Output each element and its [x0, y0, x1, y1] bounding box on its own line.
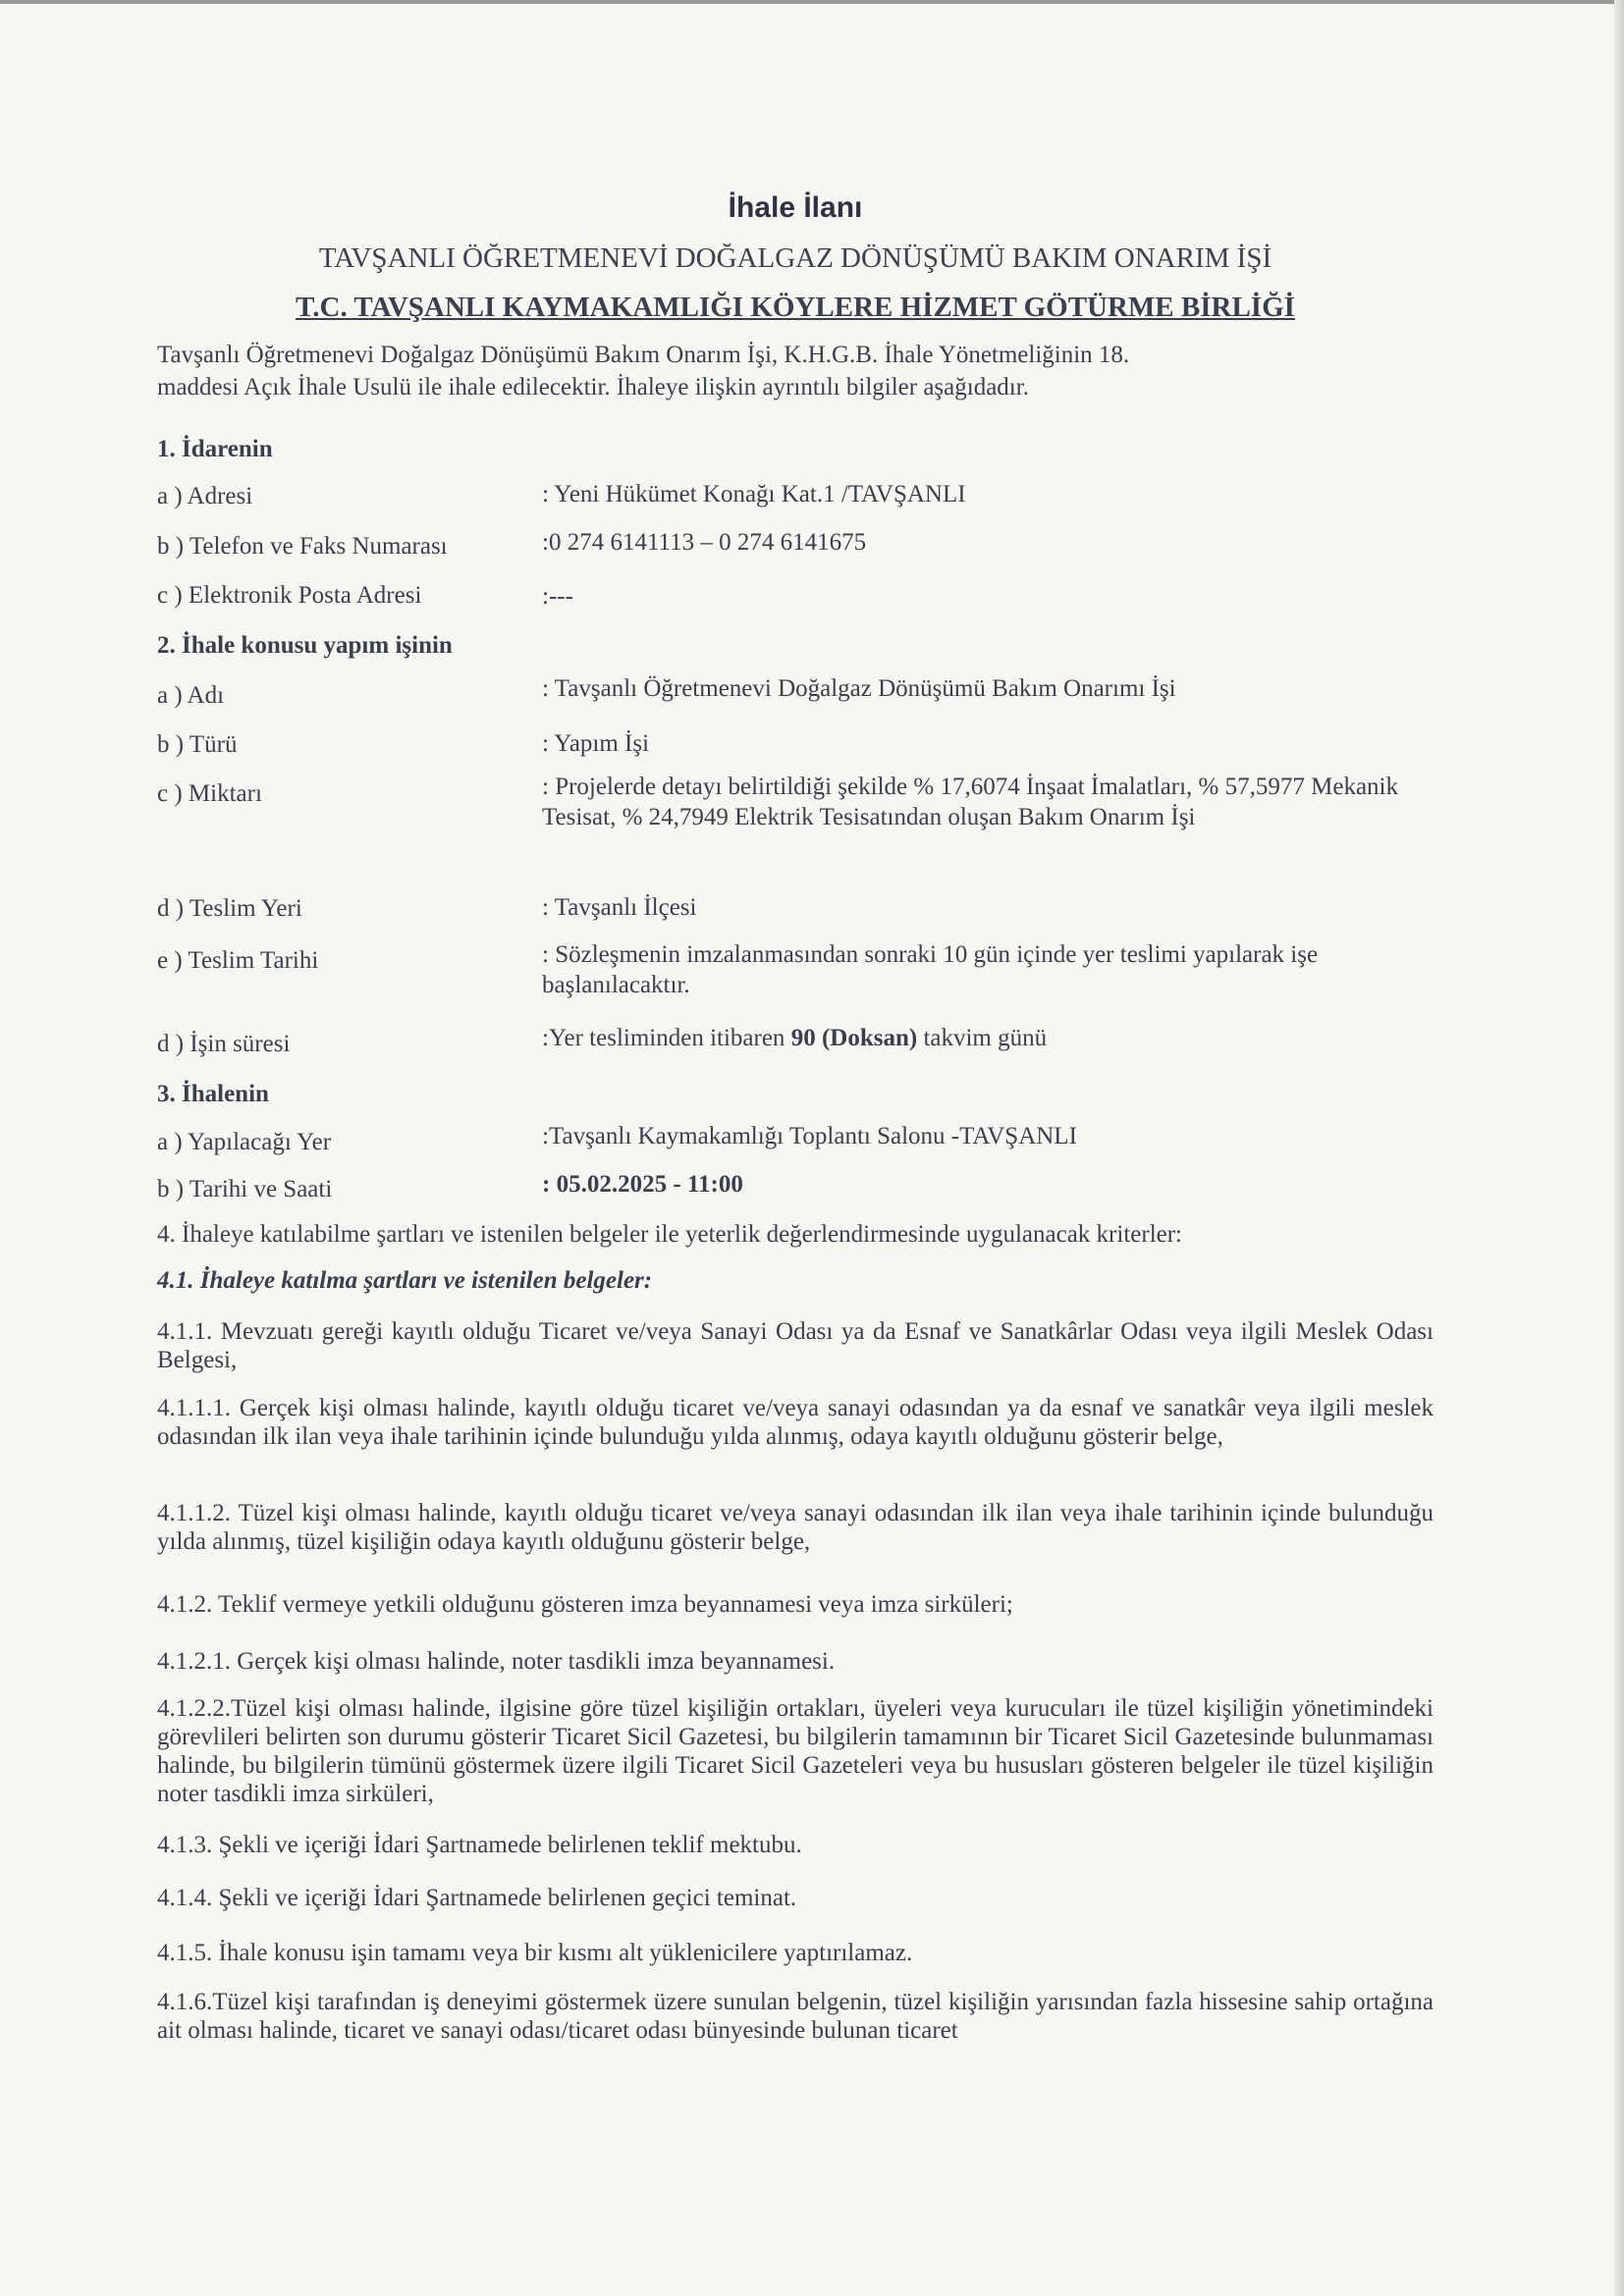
field-value: :0 274 6141113 – 0 274 6141675	[542, 529, 867, 556]
field-value: : Projelerde detayı belirtildiği şekilde % 17,6074 İnşaat İmalatları, % 57,5977 Mekanik Tesisat, % 24,7949 Elektrik Tesisatından oluşan Bakım Onarım İşi	[542, 774, 1398, 830]
list-item: 4.1.1.1. Gerçek kişi olması halinde, kayıtlı olduğu ticaret ve/veya sanayi odasından ya da esnaf ve sanatkâr veya ilgili meslek odasından ilk ilan veya ihale tarihinin içinde bulunduğu yılda alınmış, odaya kayıtlı olduğunu gösterir belge,	[157, 1395, 1434, 1450]
field-value: :---	[542, 583, 573, 610]
field-label: b ) Telefon ve Faks Numarası	[157, 533, 448, 560]
list-item: 4.1.3. Şekli ve içeriği İdari Şartnamede belirlenen teklif mektubu.	[157, 1832, 802, 1858]
work-duration-days: 90 (Doksan)	[790, 1025, 918, 1051]
list-item: 4.1.5. İhale konusu işin tamamı veya bir kısmı alt yüklenicilere yaptırılamaz.	[157, 1940, 913, 1966]
field-label: a ) Adı	[157, 682, 225, 709]
field-value: : Yeni Hükümet Konağı Kat.1 /TAVŞANLI	[542, 481, 966, 507]
field-label: e ) Teslim Tarihi	[157, 947, 319, 974]
auction-date-time: : 05.02.2025 - 11:00	[542, 1171, 743, 1198]
list-item: 4.1.2. Teklif vermeye yetkili olduğunu gösteren imza beyannamesi veya imza sirküleri;	[157, 1591, 1013, 1618]
list-item: 4.1.2.2.Tüzel kişi olması halinde, ilgisine göre tüzel kişiliğin ortakları, üyeleri veya kurucuları ile tüzel kişiliğin yönetimindeki görevlileri belirten son durumu gösterir Ticaret Sicil Gazetesi, bu bilgilerin tamamının bir Ticaret Sicil Gazetesinde bulunmaması halinde, bu bilgilerin tümünü göstermek üzere ilgili Ticaret Sicil Gazeteleri veya bu hususları gösteren belgeler ile tüzel kişiliğin noter tasdikli imza sirküleri,	[157, 1695, 1434, 1807]
field-value: : Sözleşmenin imzalanmasından sonraki 10 gün içinde yer teslimi yapılarak işe başlanılacaktır.	[542, 941, 1319, 998]
list-item: 4.1.1.2. Tüzel kişi olması halinde, kayıtlı olduğu ticaret ve/veya sanayi odasından ilk ilan veya ihale tarihinin içinde bulunduğu yılda alınmış, tüzel kişiliğin odaya kayıtlı olduğunu gösterir belge,	[157, 1500, 1434, 1555]
section-2-heading: 2. İhale konusu yapım işinin	[157, 632, 453, 659]
field-label: c ) Elektronik Posta Adresi	[157, 582, 422, 609]
field-label: b ) Türü	[157, 731, 238, 758]
field-label: a ) Adresi	[157, 483, 253, 509]
work-duration-suffix: takvim günü	[917, 1025, 1048, 1051]
section-4-heading: 4. İhaleye katılabilme şartları ve istenilen belgeler ile yeterlik değerlendirmesinde uygulanacak kriterler:	[157, 1221, 1183, 1248]
document-title: İhale İlanı	[728, 191, 863, 224]
field-value: : Tavşanlı İlçesi	[542, 894, 697, 921]
intro-line-2: maddesi Açık İhale Usulü ile ihale edilecektir. İhaleye ilişkin ayrıntılı bilgiler aşağıdadır.	[157, 374, 1029, 400]
section-4-1-subheading: 4.1. İhaleye katılma şartları ve istenilen belgeler:	[157, 1267, 653, 1294]
field-value: :Tavşanlı Kaymakamlığı Toplantı Salonu -TAVŞANLI	[542, 1123, 1077, 1149]
field-label: d ) İşin süresi	[157, 1031, 291, 1057]
work-duration-prefix: :Yer tesliminden itibaren	[542, 1025, 791, 1051]
section-3-heading: 3. İhalenin	[157, 1081, 269, 1107]
document-subject: TAVŞANLI ÖĞRETMENEVİ DOĞALGAZ DÖNÜŞÜMÜ BAKIM ONARIM İŞİ	[318, 242, 1272, 274]
scan-edge-top	[0, 0, 1624, 4]
list-item: 4.1.2.1. Gerçek kişi olması halinde, noter tasdikli imza beyannamesi.	[157, 1648, 836, 1675]
field-label: c ) Miktarı	[157, 780, 262, 807]
section-1-heading: 1. İdarenin	[157, 436, 273, 462]
list-item: 4.1.4. Şekli ve içeriği İdari Şartnamede belirlenen geçici teminat.	[157, 1885, 797, 1911]
intro-line-1: Tavşanlı Öğretmenevi Doğalgaz Dönüşümü Bakım Onarım İşi, K.H.G.B. İhale Yönetmeliğinin 18.	[157, 342, 1130, 368]
scan-edge-right	[1614, 0, 1624, 2296]
field-value: : Yapım İşi	[542, 730, 650, 757]
field-label: a ) Yapılacağı Yer	[157, 1129, 332, 1155]
issuing-authority: T.C. TAVŞANLI KAYMAKAMLIĞI KÖYLERE HİZMET GÖTÜRME BİRLİĞİ	[296, 292, 1295, 323]
list-item: 4.1.6.Tüzel kişi tarafından iş deneyimi göstermek üzere sunulan belgenin, tüzel kişiliğin yarısından fazla hissesine sahip ortağına ait olması halinde, ticaret ve sanayi odası/ticaret odası bünyesinde bulunan ticaret	[157, 1989, 1434, 2044]
list-item: 4.1.1. Mevzuatı gereği kayıtlı olduğu Ticaret ve/veya Sanayi Odası ya da Esnaf ve Sanatkârlar Odası veya ilgili Meslek Odası Belgesi,	[157, 1318, 1434, 1373]
field-value	[542, 1024, 1426, 1052]
field-value: : Tavşanlı Öğretmenevi Doğalgaz Dönüşümü Bakım Onarımı İşi	[542, 675, 1176, 702]
field-label: b ) Tarihi ve Saati	[157, 1176, 333, 1202]
field-label: d ) Teslim Yeri	[157, 895, 302, 922]
